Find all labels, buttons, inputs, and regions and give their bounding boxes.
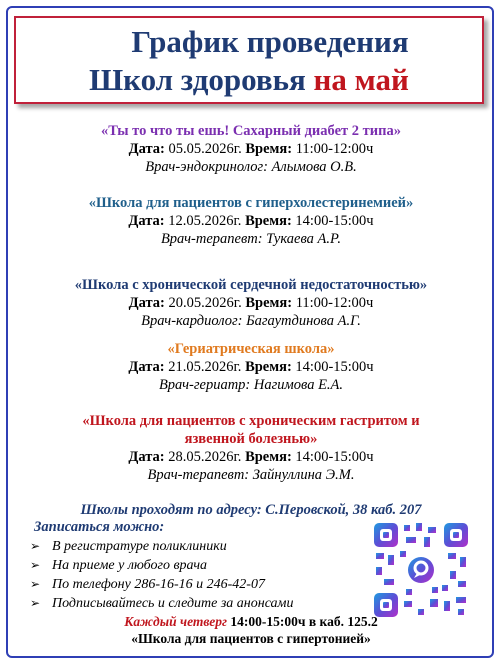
school-doctor: Врач-гериатр: Нагимова Е.А. <box>158 377 344 393</box>
title-line-1: График проведения <box>131 24 409 59</box>
school-block <box>10 412 492 484</box>
school-datetime <box>70 448 432 466</box>
hypertension-school: «Школа для пациентов с гипертонией» <box>131 631 371 646</box>
signup-list <box>30 537 294 613</box>
school-name: «Школа для пациентов с гиперхолестеринемией» <box>88 195 414 211</box>
signup-title: Записаться можно: <box>34 519 165 535</box>
list-item <box>30 594 294 613</box>
list-item <box>30 575 294 594</box>
date-label: Дата: <box>128 449 165 465</box>
date-label: Дата: <box>128 359 165 375</box>
title-banner <box>14 16 484 104</box>
school-name: «Школа для пациентов с хроническим гастритом и язвенной болезнью» <box>82 413 420 447</box>
list-item-text: В регистратуре поликлиники <box>52 539 227 554</box>
time-label: Время: <box>245 449 292 465</box>
time-value: 11:00-12:00ч <box>292 141 374 157</box>
date-value: 21.05.2026г. <box>164 359 246 375</box>
school-doctor: Врач-терапевт: Тукаева А.Р. <box>160 231 342 247</box>
list-item-text: По телефону 286-16-16 и 246-42-07 <box>52 577 265 592</box>
title-line-2 <box>16 62 482 98</box>
thursday-details: 14:00-15:00ч в каб. 125.2 <box>226 614 378 629</box>
date-value: 28.05.2026г. <box>164 449 246 465</box>
date-value: 20.05.2026г. <box>164 295 246 311</box>
address-line: Школы проходят по адресу: С.Перовской, 38 каб. 207 <box>80 502 422 518</box>
school-doctor: Врач-эндокринолог: Алымова О.В. <box>145 159 357 175</box>
arrow-bullet-icon: ➢ <box>30 558 41 572</box>
time-label: Время: <box>245 359 292 375</box>
time-value: 14:00-15:00ч <box>291 359 374 375</box>
thursday-label: Каждый четверг <box>124 614 227 629</box>
time-value: 11:00-12:00ч <box>292 295 374 311</box>
school-name: «Ты то что ты ешь! Сахарный диабет 2 типа» <box>101 123 401 139</box>
title-line-2-main: Школ здоровья <box>89 62 314 97</box>
school-name: «Гериатрическая школа» <box>167 341 335 357</box>
list-item-text: На приеме у любого врача <box>52 558 208 573</box>
school-block <box>10 122 492 176</box>
date-label: Дата: <box>128 213 165 229</box>
list-item <box>30 556 294 575</box>
time-label: Время: <box>245 213 292 229</box>
qr-code-icon[interactable] <box>372 521 470 619</box>
date-value: 12.05.2026г. <box>164 213 246 229</box>
school-datetime <box>10 358 492 376</box>
school-doctor: Врач-кардиолог: Багаутдинова А.Г. <box>141 313 361 329</box>
date-label: Дата: <box>128 141 165 157</box>
time-value: 14:00-15:00ч <box>291 449 374 465</box>
school-block <box>10 194 492 248</box>
arrow-bullet-icon: ➢ <box>30 539 41 553</box>
school-datetime <box>10 140 492 158</box>
list-item-text: Подписывайтесь и следите за анонсами <box>52 596 294 611</box>
time-value: 14:00-15:00ч <box>291 213 374 229</box>
arrow-bullet-icon: ➢ <box>30 577 41 591</box>
list-item <box>30 537 294 556</box>
school-block <box>10 276 492 330</box>
time-label: Время: <box>245 295 293 311</box>
school-datetime <box>10 294 492 312</box>
thursday-schedule <box>10 614 492 630</box>
arrow-bullet-icon: ➢ <box>30 596 41 610</box>
time-label: Время: <box>245 141 293 157</box>
school-name: «Школа с хронической сердечной недостаточностью» <box>74 277 428 293</box>
school-block <box>10 340 492 394</box>
title-month: на май <box>313 62 409 97</box>
date-value: 05.05.2026г. <box>164 141 246 157</box>
school-datetime <box>10 212 492 230</box>
date-label: Дата: <box>128 295 165 311</box>
school-doctor: Врач-терапевт: Зайнуллина Э.М. <box>147 467 355 483</box>
